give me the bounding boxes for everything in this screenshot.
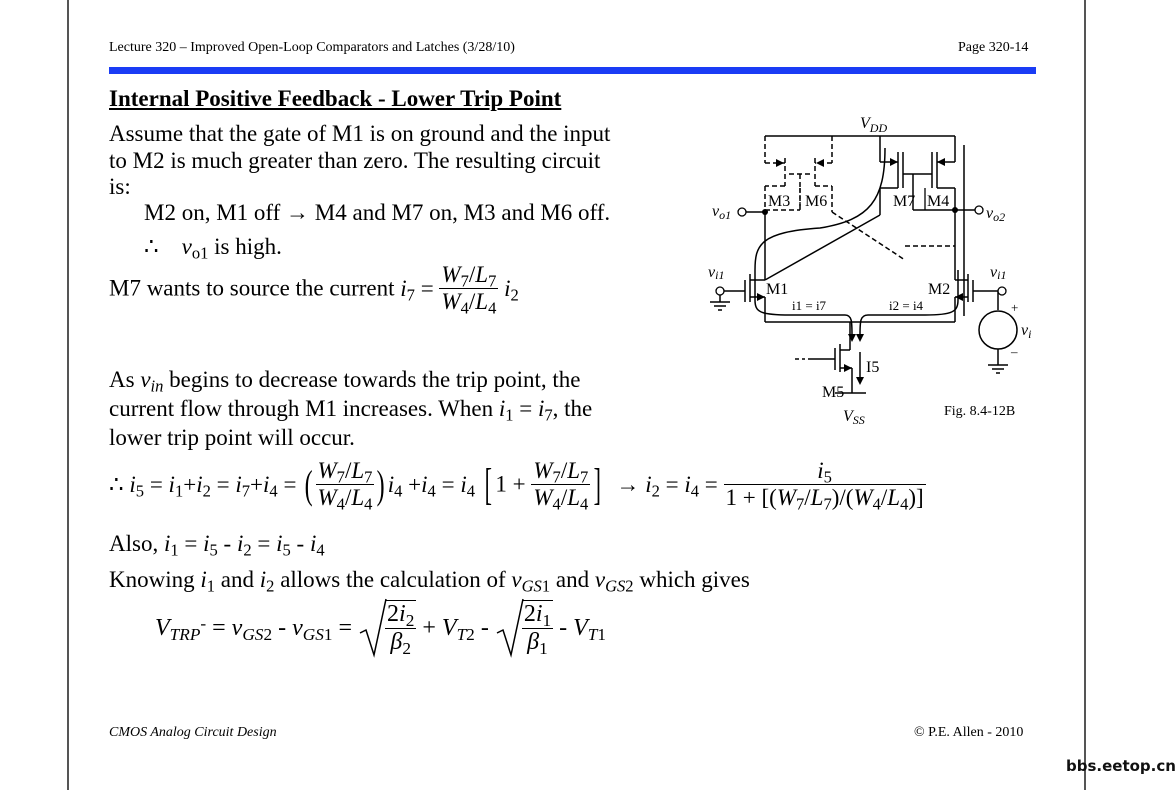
i5-equation: ∴ $i_5 = i_1+i_2 = i_7+i_4$ = ( $\frac{W_7/L_7}{W_4/L_4}$ ) $i_4 +i_4 = i_4$ [ 1 + $\frac{W_7/L_7}{W_4/L_4}$ ] → $i_2 = i_4$ = $\frac{i_5}{1 + [(W_7/L_7)/(W_4/L_4)]}$ [109,458,924,514]
intro-line-2: to M2 is much greater than zero. The resulting circuit [109,148,601,173]
vi-label: vi [1021,322,1032,341]
para2-line-1: As $v_{in}$ begins to decrease towards the trip point, the [109,367,581,396]
m2-label: M2 [928,281,951,298]
m6-label: M6 [805,193,828,210]
knowing-line: Knowing $i_1$ and $i_2$ allows the calculation of $v_{GS1}$ and $v_{GS2}$ which gives [109,567,750,596]
vo1-high-text: is high. [208,234,282,259]
vi1-right-label: vi1 [990,264,1007,282]
slide-title: Internal Positive Feedback - Lower Trip Point [109,86,562,111]
comparator-circuit-diagram [690,105,1060,435]
m4-label: M4 [927,193,950,210]
para2-line-2: current flow through M1 increases. When $i_1 = i_7$, the [109,396,593,425]
book-title: CMOS Analog Circuit Design [109,725,277,740]
intro-line-1: Assume that the gate of M1 is on ground and the input [109,121,611,146]
therefore-symbol: ∴ [144,234,159,259]
vo1-high-line: ∴ $v_{o1}$ is high. [144,234,282,263]
vo2-label: vo2 [986,205,1006,224]
vi1-left-label: vi1 [708,264,725,282]
figure-caption: Fig. 8.4-12B [944,404,1016,419]
i1-eq-label: i1 = i7 [792,298,827,313]
vdd-label: $V_{DD}$ [860,115,888,135]
ratio-fraction: $\frac{W_7/L_7}{W_4/L_4}$ [441,262,497,318]
i5-label: I5 [866,359,880,376]
para2-line-3: lower trip point will occur. [109,425,355,450]
m7-label: M7 [893,193,916,210]
copyright: © P.E. Allen - 2010 [914,725,1024,740]
m5-label: M5 [822,384,845,401]
plus-label: + [1011,300,1019,315]
page-number: Page 320-14 [958,40,1029,55]
lecture-title: Lecture 320 – Improved Open-Loop Comparators and Latches (3/28/10) [109,40,515,55]
also-equation: Also, $i_1 = i_5 - i_2 = i_5 - i_4$ [109,531,325,560]
m3-label: M3 [768,193,791,210]
m7-text: M7 wants to source the current [109,275,401,301]
header-divider [109,67,1036,74]
vo1-label: vo1 [712,203,732,222]
intro-line-3: is: [109,174,131,199]
vtrp-equation: $V_{TRP}^- = v_{GS2} - v_{GS1}$ = $\frac{2i_2}{\beta_2}$ + $V_{T2}$ - $\frac{2i_1}{\beta_1}$ - $V_{T1}$ [155,601,607,658]
vss-label: VSS [843,408,865,427]
m7-current-equation: M7 wants to source the current $i_7$ = $\frac{W_7/L_7}{W_4/L_4}$ $i_2$ [109,262,519,318]
state-line: M2 on, M1 off → M4 and M7 on, M3 and M6 off. [144,200,611,225]
minus-label: – [1011,344,1018,359]
i2-eq-label: i2 = i4 [889,298,924,313]
watermark: bbs.eetop.cn [1066,757,1176,775]
m1-label: M1 [766,281,789,298]
